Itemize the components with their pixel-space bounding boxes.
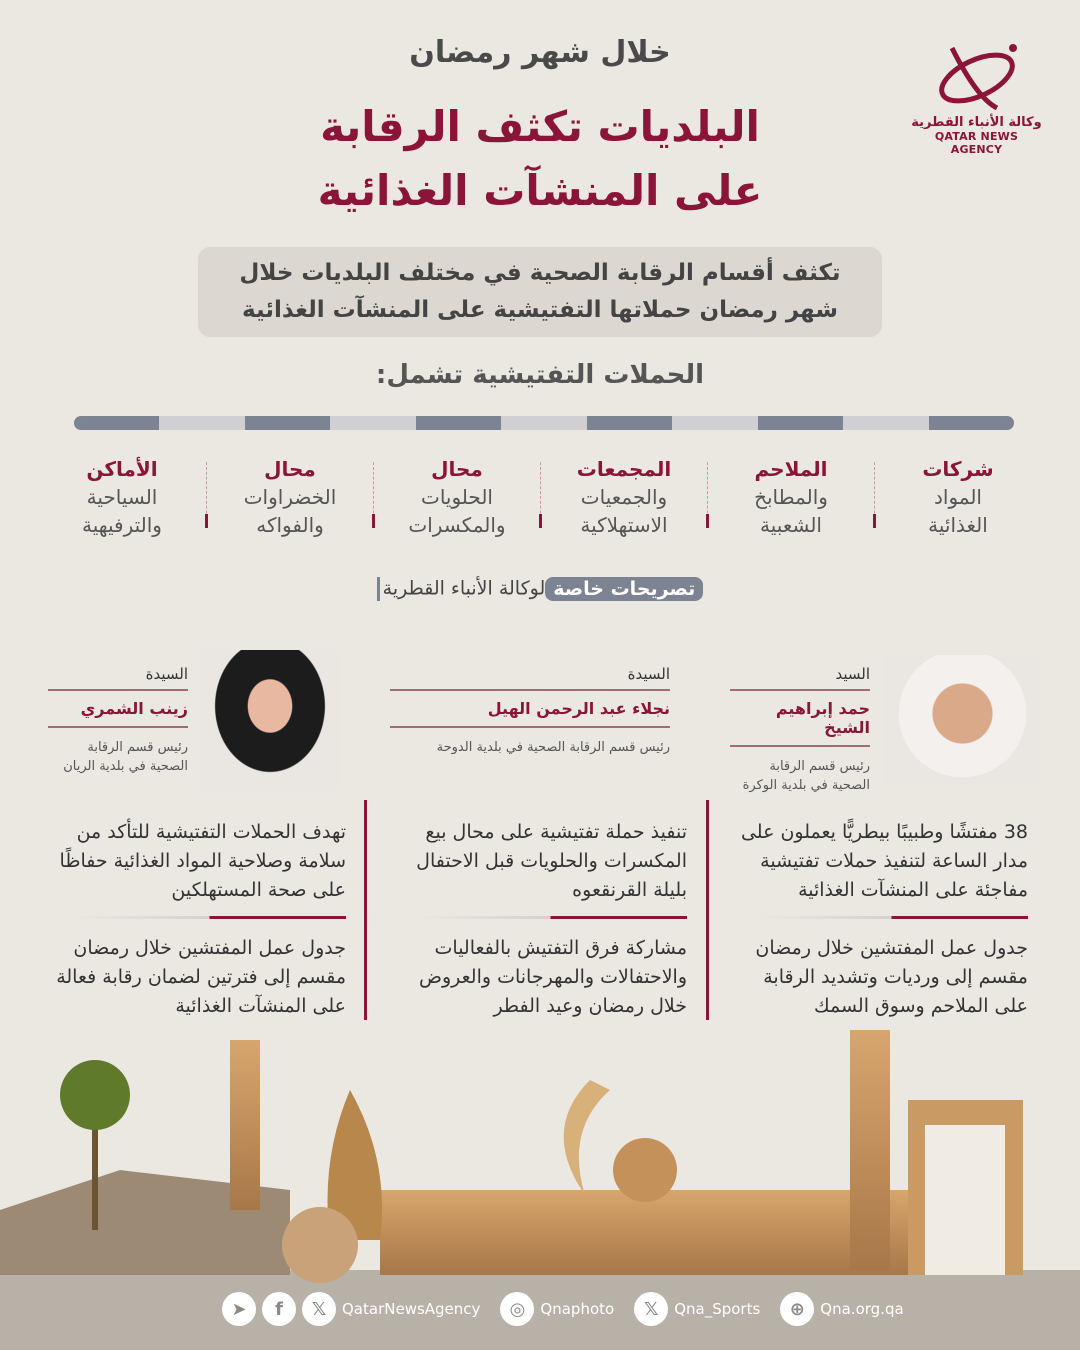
timeline-bar [74, 416, 1014, 430]
divider [755, 916, 1028, 919]
quote: مشاركة فرق التفتيش بالفعاليات والاحتفالات والمهرجانات والعروض خلال رمضان وعيد الفطر [419, 937, 687, 1017]
column-divider [706, 800, 709, 1020]
person-card: السيد حمد إبراهيم الشيخ رئيس قسم الرقابة الصحية في بلدية الوكرة [730, 665, 870, 795]
intro-line-1: تكثف أقسام الرقابة الصحية في مختلف البلديات خلال [239, 260, 841, 286]
logo-arabic: وكالة الأنباء القطرية [911, 115, 1042, 130]
intro-line-2: شهر رمضان حملاتها التفتيشية على المنشآت الغذائية [242, 297, 838, 323]
separator [540, 462, 542, 528]
quote: تنفيذ حملة تفتيشية على محال بيع المكسرات والحلويات قبل الاحتفال بليلة القرنقعوه [416, 821, 687, 901]
instagram-icon[interactable]: ◎ [500, 1292, 534, 1326]
separator [874, 462, 876, 528]
portrait-hamad [885, 655, 1040, 785]
telegram-icon[interactable]: ➤ [222, 1292, 256, 1326]
intro-box [198, 247, 882, 337]
kicker: خلال شهر رمضان [409, 35, 671, 70]
handle-qna-sports[interactable]: Qna_Sports [674, 1300, 761, 1318]
handle-qatarnewsagency[interactable]: QatarNewsAgency [342, 1300, 481, 1318]
title-line-2: على المنشآت الغذائية [317, 166, 763, 215]
x-icon[interactable]: 𝕏 [634, 1292, 668, 1326]
campaign-item: شركات المواد الغذائية [922, 457, 994, 537]
logo-english: QATAR NEWS AGENCY [934, 130, 1019, 156]
page-title [0, 95, 1080, 223]
campaign-item: محال الخضراوات والفواكه [243, 457, 337, 537]
globe-icon[interactable]: ⊕ [780, 1292, 814, 1326]
special-rest: لوكالة الأنباء القطرية [382, 577, 546, 600]
portrait-zainab [200, 650, 340, 790]
title-line-1: البلديات تكثف الرقابة [320, 102, 760, 151]
quote: 38 مفتشًا وطبيبًا بيطريًّا يعملون على مدار الساعة لتنفيذ حملات تفتيشية مفاجئة على المنشآت الغذائية [740, 821, 1028, 901]
special-statements-heading [0, 577, 1080, 601]
x-icon[interactable]: 𝕏 [302, 1292, 336, 1326]
quote: جدول عمل المفتشين خلال رمضان مقسم إلى فترتين لضمان رقابة فعالة على المنشآت الغذائية [56, 937, 346, 1017]
campaigns-heading: الحملات التفتيشية تشمل: [375, 360, 705, 390]
facebook-icon[interactable]: f [262, 1292, 296, 1326]
separator [373, 462, 375, 528]
column-divider [364, 800, 367, 1020]
special-pill: تصريحات خاصة [545, 577, 703, 601]
divider [73, 916, 346, 919]
person-card: السيدة نجلاء عبد الرحمن الهيل رئيس قسم الرقابة الصحية في بلدية الدوحة [390, 665, 670, 757]
social-links [222, 1292, 904, 1326]
campaign-item: الأماكن السياحية والترفيهية [82, 457, 162, 537]
quote: تهدف الحملات التفتيشية للتأكد من سلامة وصلاحية المواد الغذائية حفاظًا على صحة المستهلكين [59, 821, 346, 901]
separator [707, 462, 709, 528]
website-link[interactable]: Qna.org.qa [820, 1300, 904, 1318]
quote: جدول عمل المفتشين خلال رمضان مقسم إلى ورديات وتشديد الرقابة على الملاحم وسوق السمك [755, 937, 1028, 1017]
campaign-item: الملاحم والمطابخ الشعبية [754, 457, 828, 537]
divider [414, 916, 687, 919]
person-card: السيدة زينب الشمري رئيس قسم الرقابة الصحية في بلدية الريان [48, 665, 188, 776]
separator [206, 462, 208, 528]
handle-qnaphoto[interactable]: Qnaphoto [540, 1300, 615, 1318]
campaign-item: محال الحلويات والمكسرات [408, 457, 506, 537]
campaign-item: المجمعات والجمعيات الاستهلاكية [576, 457, 672, 537]
